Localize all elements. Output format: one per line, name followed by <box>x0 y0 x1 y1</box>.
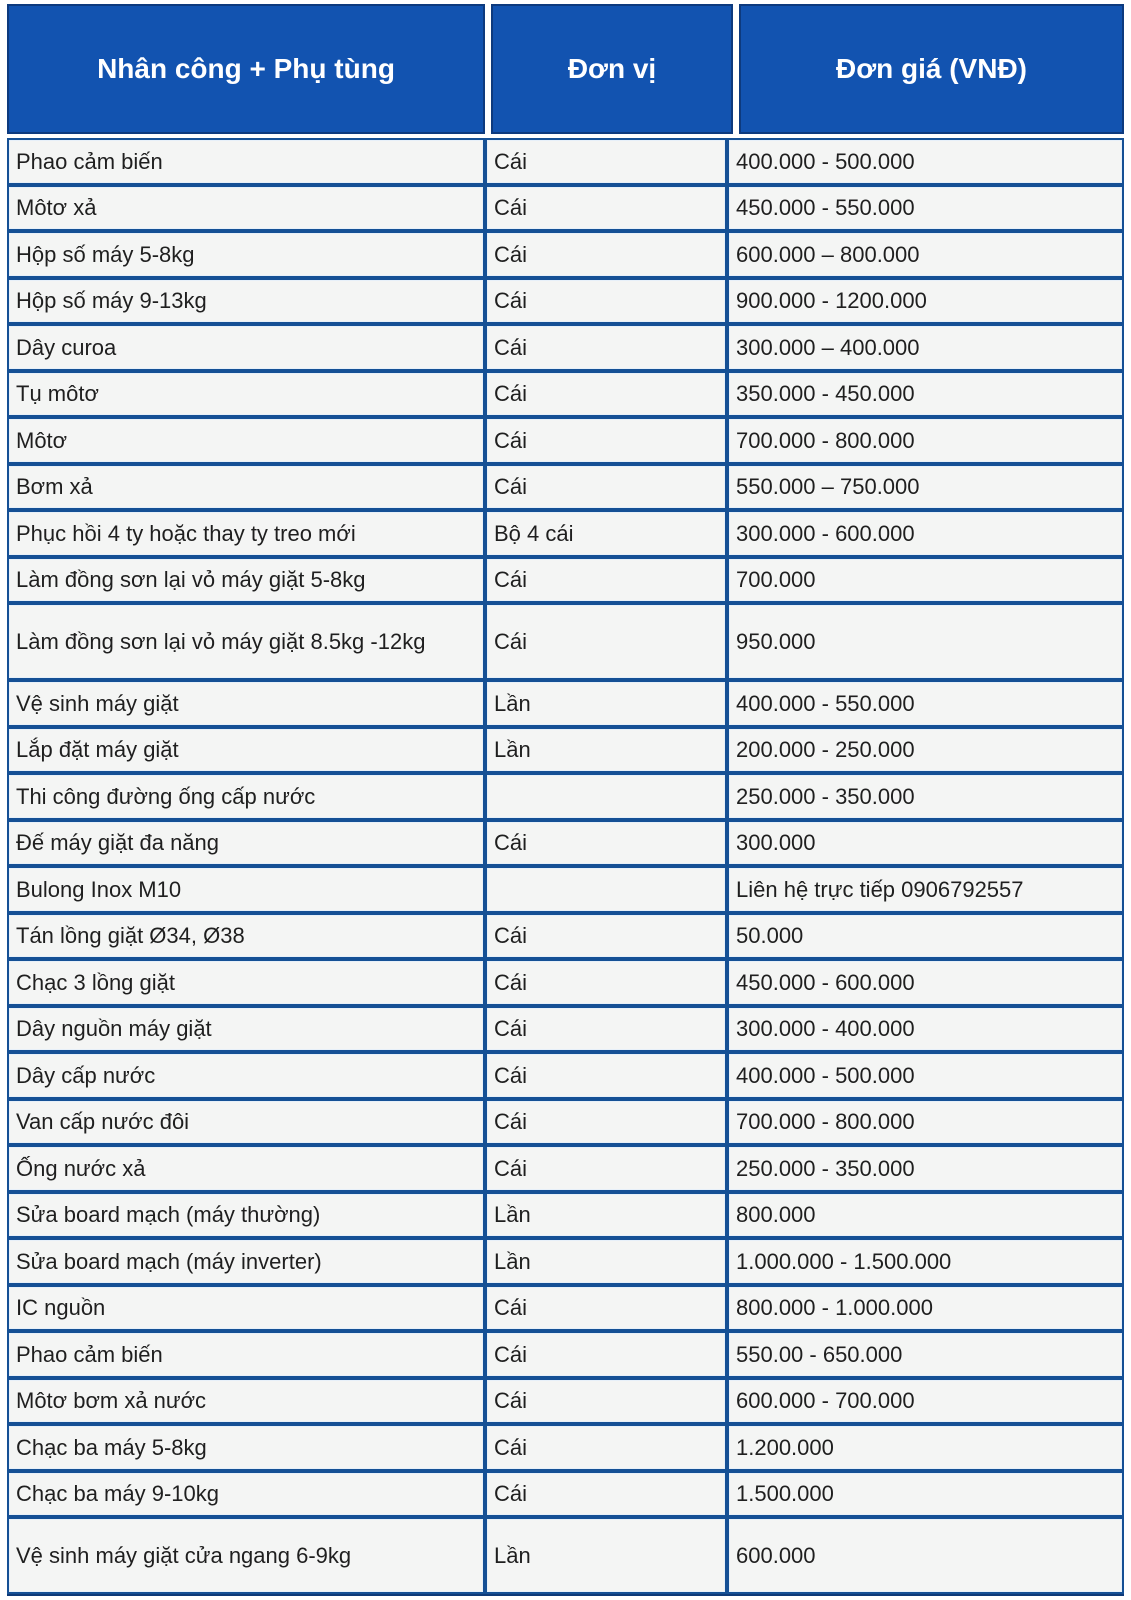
item-cell: Lắp đặt máy giặt <box>7 727 485 774</box>
table-body <box>7 138 1124 1596</box>
item-cell: Bulong Inox M10 <box>7 866 485 913</box>
unit-cell: Cái <box>485 820 727 867</box>
item-cell: Phao cảm biến <box>7 1331 485 1378</box>
table-row <box>7 1378 1124 1425</box>
item-cell: Tụ môtơ <box>7 371 485 418</box>
item-cell: Chạc 3 lồng giặt <box>7 959 485 1006</box>
price-cell: 1.200.000 <box>727 1424 1124 1471</box>
table-row <box>7 464 1124 511</box>
unit-cell: Cái <box>485 603 727 680</box>
unit-cell: Cái <box>485 417 727 464</box>
item-cell: Chạc ba máy 9-10kg <box>7 1471 485 1518</box>
item-cell: Phục hồi 4 ty hoặc thay ty treo mới <box>7 510 485 557</box>
item-cell: Tán lồng giặt Ø34, Ø38 <box>7 913 485 960</box>
unit-cell: Cái <box>485 959 727 1006</box>
unit-cell <box>485 866 727 913</box>
table-row <box>7 1052 1124 1099</box>
unit-cell: Lần <box>485 1517 727 1594</box>
table-row <box>7 557 1124 604</box>
table-row <box>7 680 1124 727</box>
table-row <box>7 324 1124 371</box>
item-cell: Môtơ <box>7 417 485 464</box>
unit-cell: Cái <box>485 371 727 418</box>
table-row <box>7 1145 1124 1192</box>
price-cell: 250.000 - 350.000 <box>727 773 1124 820</box>
table-row <box>7 913 1124 960</box>
unit-cell: Cái <box>485 1099 727 1146</box>
unit-cell: Cái <box>485 324 727 371</box>
unit-cell: Cái <box>485 1052 727 1099</box>
item-cell: Ống nước xả <box>7 1145 485 1192</box>
price-cell: 600.000 <box>727 1517 1124 1594</box>
table-row <box>7 371 1124 418</box>
price-table <box>7 4 1124 1596</box>
header-unit: Đơn vị <box>491 4 733 134</box>
item-cell: Chạc ba máy 5-8kg <box>7 1424 485 1471</box>
price-cell: 700.000 - 800.000 <box>727 417 1124 464</box>
unit-cell <box>485 773 727 820</box>
unit-cell: Bộ 4 cái <box>485 510 727 557</box>
table-row <box>7 138 1124 185</box>
table-row <box>7 1238 1124 1285</box>
unit-cell: Cái <box>485 278 727 325</box>
header-price: Đơn giá (VNĐ) <box>739 4 1124 134</box>
item-cell: IC nguồn <box>7 1285 485 1332</box>
unit-cell: Cái <box>485 557 727 604</box>
table-row <box>7 820 1124 867</box>
table-row <box>7 185 1124 232</box>
item-cell: Môtơ xả <box>7 185 485 232</box>
item-cell: Làm đồng sơn lại vỏ máy giặt 8.5kg -12kg <box>7 603 485 680</box>
table-row <box>7 510 1124 557</box>
table-row <box>7 1192 1124 1239</box>
price-cell: 900.000 - 1200.000 <box>727 278 1124 325</box>
table-row <box>7 1285 1124 1332</box>
price-cell: 700.000 - 800.000 <box>727 1099 1124 1146</box>
table-row <box>7 1006 1124 1053</box>
item-cell: Đế máy giặt đa năng <box>7 820 485 867</box>
price-cell: 350.000 - 450.000 <box>727 371 1124 418</box>
price-cell: 700.000 <box>727 557 1124 604</box>
unit-cell: Cái <box>485 913 727 960</box>
price-cell: 300.000 - 400.000 <box>727 1006 1124 1053</box>
table-row <box>7 417 1124 464</box>
table-row <box>7 1099 1124 1146</box>
item-cell: Dây cấp nước <box>7 1052 485 1099</box>
unit-cell: Cái <box>485 1145 727 1192</box>
table-header <box>7 4 1124 134</box>
price-cell: 800.000 <box>727 1192 1124 1239</box>
table-row <box>7 278 1124 325</box>
item-cell: Dây nguồn máy giặt <box>7 1006 485 1053</box>
price-cell: 200.000 - 250.000 <box>727 727 1124 774</box>
unit-cell: Lần <box>485 680 727 727</box>
table-row <box>7 1424 1124 1471</box>
item-cell: Thi công đường ống cấp nước <box>7 773 485 820</box>
item-cell: Môtơ bơm xả nước <box>7 1378 485 1425</box>
price-cell: 400.000 - 500.000 <box>727 138 1124 185</box>
unit-cell: Lần <box>485 727 727 774</box>
item-cell: Hộp số máy 5-8kg <box>7 231 485 278</box>
price-cell: 950.000 <box>727 603 1124 680</box>
unit-cell: Cái <box>485 1006 727 1053</box>
price-cell: 450.000 - 600.000 <box>727 959 1124 1006</box>
price-cell: 400.000 - 550.000 <box>727 680 1124 727</box>
unit-cell: Cái <box>485 1424 727 1471</box>
price-cell: 600.000 - 700.000 <box>727 1378 1124 1425</box>
item-cell: Bơm xả <box>7 464 485 511</box>
table-row <box>7 959 1124 1006</box>
unit-cell: Lần <box>485 1192 727 1239</box>
price-cell: Liên hệ trực tiếp 0906792557 <box>727 866 1124 913</box>
item-cell: Vệ sinh máy giặt <box>7 680 485 727</box>
price-cell: 250.000 - 350.000 <box>727 1145 1124 1192</box>
item-cell: Hộp số máy 9-13kg <box>7 278 485 325</box>
price-cell: 550.000 – 750.000 <box>727 464 1124 511</box>
item-cell: Vệ sinh máy giặt cửa ngang 6-9kg <box>7 1517 485 1594</box>
unit-cell: Cái <box>485 185 727 232</box>
price-cell: 1.000.000 - 1.500.000 <box>727 1238 1124 1285</box>
item-cell: Sửa board mạch (máy thường) <box>7 1192 485 1239</box>
price-cell: 300.000 <box>727 820 1124 867</box>
table-row <box>7 1517 1124 1594</box>
unit-cell: Cái <box>485 1378 727 1425</box>
unit-cell: Cái <box>485 138 727 185</box>
item-cell: Phao cảm biến <box>7 138 485 185</box>
price-cell: 550.00 - 650.000 <box>727 1331 1124 1378</box>
item-cell: Làm đồng sơn lại vỏ máy giặt 5-8kg <box>7 557 485 604</box>
table-row <box>7 727 1124 774</box>
unit-cell: Lần <box>485 1238 727 1285</box>
price-cell: 600.000 – 800.000 <box>727 231 1124 278</box>
table-row <box>7 866 1124 913</box>
unit-cell: Cái <box>485 231 727 278</box>
price-cell: 800.000 - 1.000.000 <box>727 1285 1124 1332</box>
price-cell: 300.000 - 600.000 <box>727 510 1124 557</box>
table-row <box>7 1331 1124 1378</box>
table-row <box>7 1471 1124 1518</box>
item-cell: Van cấp nước đôi <box>7 1099 485 1146</box>
header-labor-parts: Nhân công + Phụ tùng <box>7 4 485 134</box>
table-row <box>7 603 1124 680</box>
table-row <box>7 231 1124 278</box>
unit-cell: Cái <box>485 1471 727 1518</box>
unit-cell: Cái <box>485 1331 727 1378</box>
item-cell: Dây curoa <box>7 324 485 371</box>
item-cell: Sửa board mạch (máy inverter) <box>7 1238 485 1285</box>
price-cell: 300.000 – 400.000 <box>727 324 1124 371</box>
price-cell: 50.000 <box>727 913 1124 960</box>
unit-cell: Cái <box>485 1285 727 1332</box>
table-row <box>7 773 1124 820</box>
price-cell: 400.000 - 500.000 <box>727 1052 1124 1099</box>
price-cell: 1.500.000 <box>727 1471 1124 1518</box>
price-cell: 450.000 - 550.000 <box>727 185 1124 232</box>
unit-cell: Cái <box>485 464 727 511</box>
